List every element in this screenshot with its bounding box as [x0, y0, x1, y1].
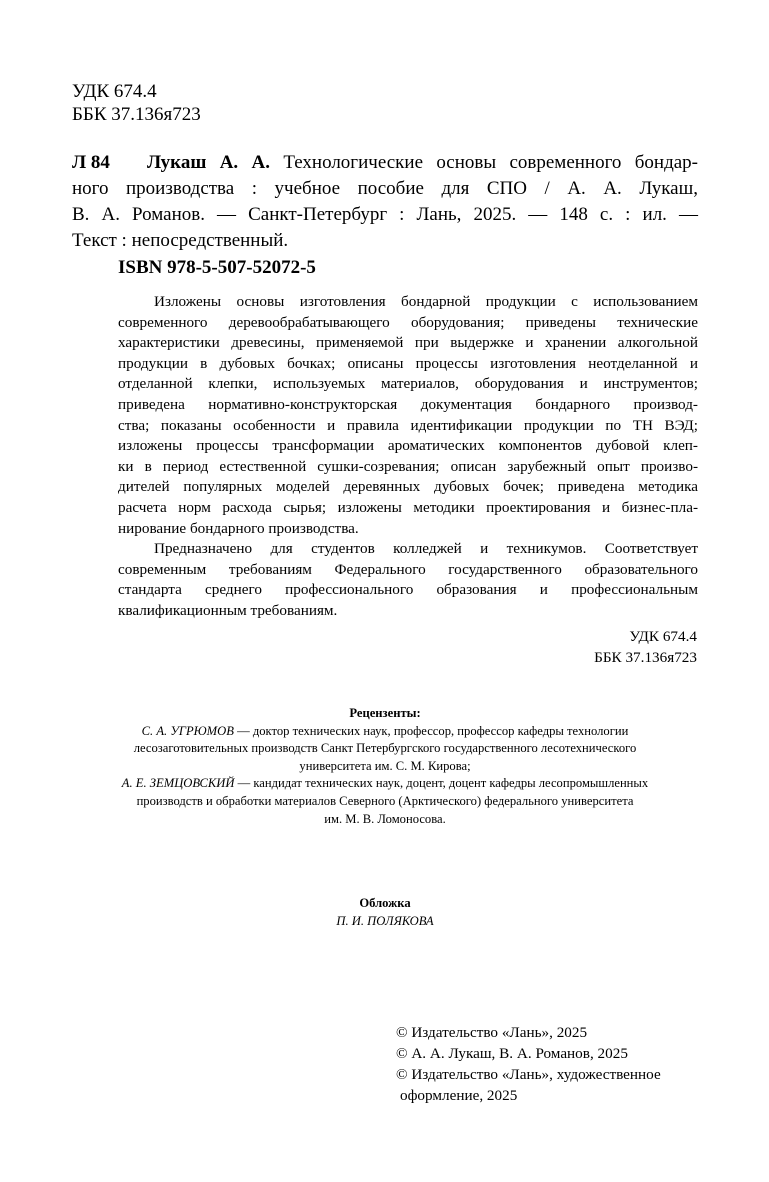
abstract: [118, 292, 698, 622]
cover-designer: П. И. ПОЛЯКОВА: [336, 913, 434, 928]
abstract-line: Изложены основы изготовления бондарной продукции с использованием: [154, 293, 698, 310]
abstract-line: нирование бондарного производства.: [118, 519, 359, 537]
entry-line-3: В. А. Романов. — Санкт-Петербург : Лань, 2025. — 148 с. : ил. —: [72, 204, 698, 225]
reviewer-2-line-3: им. М. В. Ломоносова.: [324, 811, 446, 826]
entry-line-1-text: Технологические основы современного бондар-: [283, 152, 699, 173]
abstract-line: расчета норм расхода сырья; изложены методики проектирования и бизнес-пла-: [118, 498, 698, 516]
classification-footer: [594, 626, 697, 668]
purpose-line: квалификационным требованиям.: [118, 601, 338, 619]
reviewer-1-name: С. А. УГРЮМОВ: [141, 723, 234, 738]
abstract-line: дителей популярных моделей деревянных дубовых бочек; приведена методика: [118, 478, 698, 496]
udk-code: УДК 674.4: [72, 81, 157, 102]
copyright-line: © Издательство «Лань», 2025: [396, 1024, 588, 1041]
entry-line-1: [117, 150, 698, 176]
abstract-line: ства; показаны особенности и правила идентификации продукции по ТН ВЭД;: [118, 416, 698, 434]
copyright-line: © Издательство «Лань», художественное: [396, 1066, 661, 1083]
udk-code-footer: УДК 674.4: [629, 628, 697, 645]
abstract-line: современного деревообрабатывающего оборудования; приведены технические: [118, 313, 698, 331]
reviewer-1-line-3: университета им. С. М. Кирова;: [299, 758, 471, 773]
isbn: ISBN 978-5-507-52072-5: [118, 257, 316, 278]
entry-line-4: Текст : непосредственный.: [72, 230, 289, 251]
bibliographic-entry: [72, 150, 698, 254]
author-mark: Л 84: [72, 152, 110, 173]
cover-title: Обложка: [359, 896, 411, 910]
copyright-block: [396, 1022, 661, 1106]
classification-header: [72, 80, 201, 126]
abstract-line: отделанной клепки, используемых материалов, оборудования и инструментов;: [118, 375, 698, 393]
purpose-line: стандарта среднего профессионального образования и профессиональным: [118, 581, 698, 599]
copyright-line: оформление, 2025: [400, 1087, 518, 1104]
reviewers-section: [60, 705, 710, 828]
reviewer-2-line-1: [60, 775, 710, 793]
cover-credit: [60, 895, 710, 930]
entry-line-2: ного производства : учебное пособие для СПО / А. А. Лукаш,: [72, 178, 698, 199]
purpose-line: современным требованиям Федерального государственного образовательного: [118, 560, 698, 578]
bbk-code-footer: ББК 37.136я723: [594, 649, 697, 666]
purpose-line: Предназначено для студентов колледжей и техникумов. Соответствует: [154, 540, 698, 558]
author-name: Лукаш А. А.: [147, 152, 270, 173]
abstract-line: изложены процессы трансформации ароматических компонентов дубовой клеп-: [118, 437, 698, 455]
copyright-line: © А. А. Лукаш, В. А. Романов, 2025: [396, 1045, 628, 1062]
reviewers-title: Рецензенты:: [349, 706, 421, 720]
reviewer-1-line-1: [60, 723, 710, 741]
reviewer-2-line-2: производств и обработки материалов Северного (Арктического) федерального университета: [136, 793, 634, 808]
abstract-line: характеристики древесины, применяемой при выдержке и хранении алкогольной: [118, 334, 698, 352]
abstract-line: продукции в дубовых бочках; описаны процессы изготовления неотделанной и: [118, 354, 698, 372]
bbk-code: ББК 37.136я723: [72, 104, 201, 125]
reviewer-1-text: — доктор технических наук, профессор, профессор кафедры технологии: [233, 723, 629, 738]
reviewer-2-text: — кандидат технических наук, доцент, доцент кафедры лесопромышленных: [234, 776, 649, 791]
abstract-line: приведена нормативно-конструкторская документация бондарного производ-: [118, 395, 698, 413]
abstract-line: ки в период естественной сушки-созревания; описан зарубежный опыт произво-: [118, 457, 698, 475]
reviewer-1-line-2: лесозаготовительных производств Санкт Петербургского государственного лесотехнического: [133, 741, 637, 756]
reviewer-2-name: А. Е. ЗЕМЦОВСКИЙ: [121, 776, 235, 791]
